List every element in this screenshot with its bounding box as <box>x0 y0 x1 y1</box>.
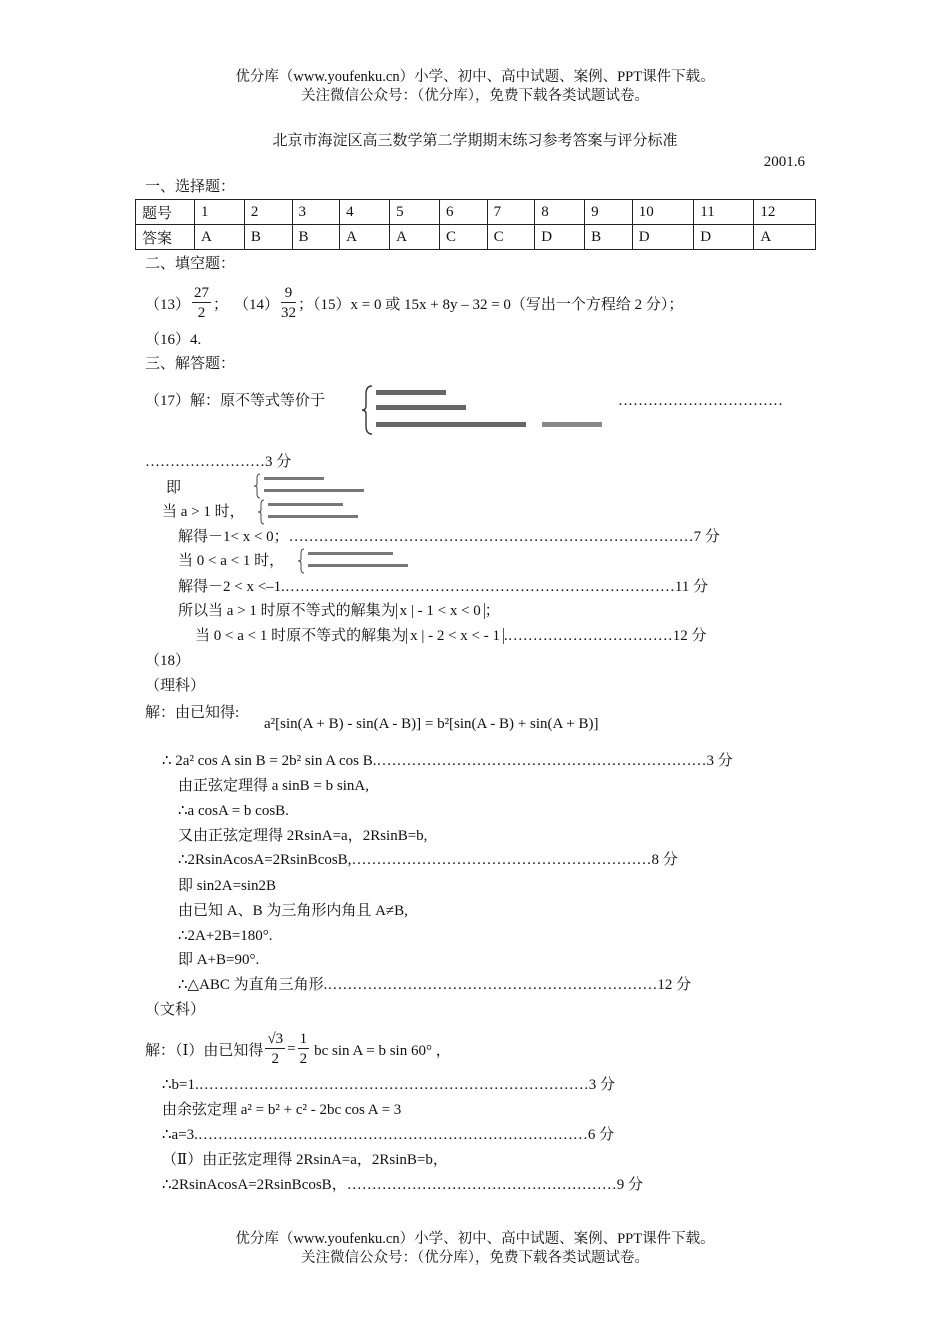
p17-intro: （17）解：原不等式等价于 <box>145 393 326 409</box>
table-header-answer: 答案 <box>136 225 195 250</box>
p17-solve-2: 解得－2 < x <–1.……………………………………………………………………11 分 <box>178 579 709 595</box>
q16-answer: （16）4. <box>145 332 202 348</box>
table-cell: C <box>439 225 487 250</box>
header-line-2: 关注微信公众号：（优分库），免费下载各类试题试卷。 <box>301 88 649 104</box>
table-cell: C <box>487 225 535 250</box>
p18-arts-label: （文科） <box>145 1002 206 1018</box>
header-line-1: 优分库（www.youfenku.cn）小学、初中、高中试题、案例、PPT课件下载。 <box>235 69 715 85</box>
equals-sign: = <box>287 1040 296 1057</box>
table-cell: 11 <box>694 200 754 225</box>
p17-conclusion-1 <box>178 601 500 621</box>
sqrt3-over-2-fraction <box>265 1030 285 1069</box>
sqrt3-denominator: 2 <box>271 1050 280 1067</box>
p18-step-1 <box>162 751 733 771</box>
p17-dots: …………………………… <box>618 393 783 409</box>
p17-case-2: 当 0 < a < 1 时， <box>178 553 285 569</box>
p17-solution-set-1: x | - 1 < x < 0 <box>396 603 485 619</box>
document-date: 2001.6 <box>763 154 805 170</box>
p17-conclusion-2-text: 当 0 < a < 1 时原不等式的解集为 <box>195 628 407 644</box>
table-cell: D <box>694 225 754 250</box>
footer-line-2: 关注微信公众号：（优分库），免费下载各类试题试卷。 <box>301 1250 649 1266</box>
table-cell: 8 <box>535 200 585 225</box>
p17-ji: 即 <box>166 480 182 496</box>
p17-system-image <box>362 384 612 436</box>
q13-numerator: 27 <box>194 284 210 301</box>
table-cell: B <box>244 225 292 250</box>
q13-label: （13） <box>145 296 191 313</box>
p17-system-image-4 <box>298 548 418 574</box>
p18-arts-step-4: （Ⅱ）由正弦定理得 2RsinA=a，2RsinB=b， <box>162 1152 448 1168</box>
p17-case-1: 当 a > 1 时， <box>162 504 245 520</box>
table-cell: 4 <box>340 200 390 225</box>
q14-fraction <box>281 284 296 323</box>
p17-conclusion-1-end: ； <box>484 603 500 619</box>
answer-table <box>135 199 816 250</box>
q14-denominator: 32 <box>281 304 297 321</box>
p18-given-equation: a²[sin(A + B) - sin(A - B)] = b²[sin(A - B) + sin(A + B)] <box>264 716 599 732</box>
table-row-answers <box>136 225 816 250</box>
p17-score-3: ……………………3 分 <box>145 454 292 470</box>
table-cell: 1 <box>195 200 245 225</box>
table-cell: D <box>535 225 585 250</box>
table-cell: B <box>292 225 340 250</box>
table-cell: B <box>585 225 633 250</box>
p18-arts-step-5: ∴2RsinAcosA=2RsinBcosB，………………………………………………9 分 <box>162 1177 643 1193</box>
p18-step-9: 即 A+B=90°. <box>178 952 260 968</box>
p18-label: （18） <box>145 653 191 669</box>
p17-solve-1: 解得－1< x < 0；………………………………………………………………………7 分 <box>178 529 720 545</box>
table-cell: 7 <box>487 200 535 225</box>
table-cell: 5 <box>390 200 440 225</box>
footer-line-1: 优分库（www.youfenku.cn）小学、初中、高中试题、案例、PPT课件下载。 <box>235 1231 715 1247</box>
table-cell: 3 <box>292 200 340 225</box>
section-2-heading: 二、填空题： <box>145 256 236 272</box>
p18-arts-jie: 解：（Ⅰ）由已知得 <box>145 1042 264 1059</box>
p18-arts-step-2-text: 由余弦定理 <box>162 1102 238 1118</box>
p18-arts-given <box>145 1024 451 1074</box>
half-fraction <box>298 1030 310 1069</box>
p18-step-6: 即 sin2A=sin2B <box>178 878 277 894</box>
table-cell: A <box>390 225 440 250</box>
q15-answer: ；（15）x = 0 或 15x + 8y – 32 = 0（写出一个方程给 2 分）； <box>298 296 684 313</box>
p17-conclusion-2 <box>195 626 707 646</box>
q13-denominator: 2 <box>197 304 206 321</box>
p18-step-5: ∴2RsinAcosA=2RsinBcosB,……………………………………………………8 分 <box>178 852 678 868</box>
table-cell: A <box>340 225 390 250</box>
table-cell: 10 <box>632 200 694 225</box>
p18-step-4: 又由正弦定理得 2RsinA=a，2RsinB=b, <box>178 828 428 844</box>
fill-in-answers-line <box>145 280 683 326</box>
p18-arts-step-2 <box>162 1100 401 1120</box>
p17-conclusion-2-end: .……………………………12 分 <box>504 628 707 644</box>
p18-step-8: ∴2A+2B=180°. <box>178 928 273 944</box>
table-row-questions <box>136 200 816 225</box>
q13-fraction <box>192 284 211 323</box>
table-cell: A <box>754 225 816 250</box>
p18-arts-area-formula: bc sin A = b sin 60° ， <box>314 1042 451 1059</box>
p18-science-label: （理科） <box>145 678 206 694</box>
section-3-heading: 三、解答题： <box>145 356 236 372</box>
p18-arts-step-1: ∴b=1.……………………………………………………………………3 分 <box>162 1077 616 1093</box>
table-cell: A <box>195 225 245 250</box>
p18-step-10: ∴△ABC 为直角三角形.…………………………………………………………12 分 <box>178 977 692 993</box>
p18-step-3: ∴a cosA = b cosB. <box>178 803 289 819</box>
table-cell: 6 <box>439 200 487 225</box>
half-denominator: 2 <box>299 1050 308 1067</box>
p18-jie: 解：由已知得: <box>145 705 240 721</box>
table-cell: 12 <box>754 200 816 225</box>
table-cell: 2 <box>244 200 292 225</box>
p17-conclusion-1-text: 所以当 a > 1 时原不等式的解集为 <box>178 603 396 619</box>
p18-step-7: 由已知 A、B 为三角形内角且 A≠B, <box>178 903 408 919</box>
p17-system-image-3 <box>258 499 368 525</box>
cosine-law-equation: a² = b² + c² - 2bc cos A = 3 <box>240 1102 402 1118</box>
p18-step-1-dots: .…………………………………………………………3 分 <box>372 753 733 769</box>
p17-solution-set-2: x | - 2 < x < - 1 <box>406 628 504 644</box>
page-title: 北京市海淀区高三数学第二学期期末练习参考答案与评分标准 <box>272 133 678 149</box>
q14-numerator: 9 <box>281 284 296 303</box>
p18-step-2: 由正弦定理得 a sinB = b sinA, <box>178 778 369 794</box>
half-numerator: 1 <box>299 1030 308 1047</box>
p18-step-1-equation: ∴ 2a² cos A sin B = 2b² sin A cos B <box>162 753 373 769</box>
section-1-heading: 一、选择题： <box>145 179 236 195</box>
p17-system-image-2 <box>254 473 374 499</box>
table-cell: 9 <box>585 200 633 225</box>
separator: ； <box>213 296 229 313</box>
sqrt3-numerator: √3 <box>267 1030 284 1047</box>
table-header-question: 题号 <box>136 200 195 225</box>
table-cell: D <box>632 225 694 250</box>
p18-arts-step-3: ∴a=3.……………………………………………………………………6 分 <box>162 1127 615 1143</box>
q14-label: （14） <box>234 296 280 313</box>
